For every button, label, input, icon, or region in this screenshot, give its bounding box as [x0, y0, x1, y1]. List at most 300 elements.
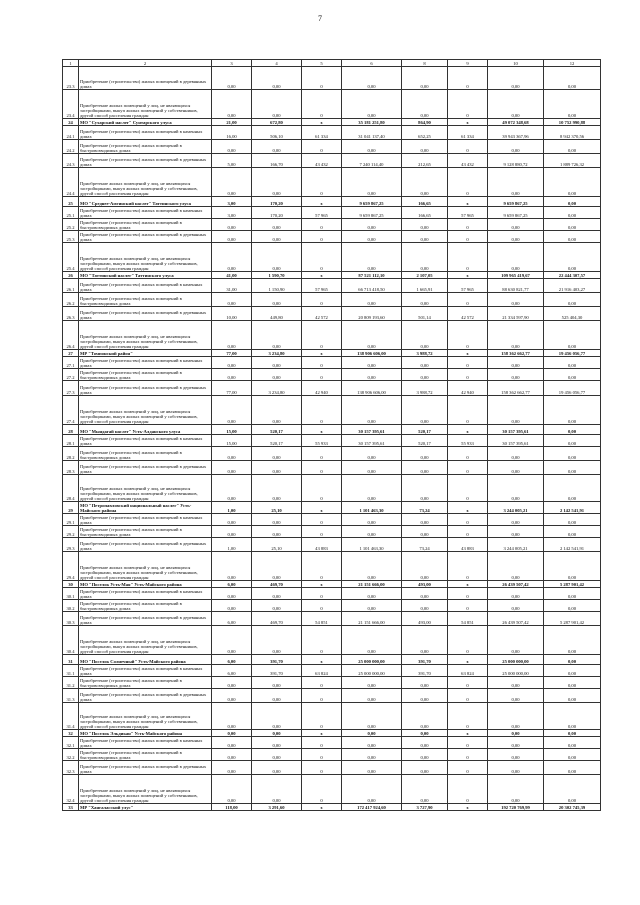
row-value: 0,00: [342, 775, 402, 804]
table-row: [63, 396, 601, 425]
row-value: 1,00: [212, 538, 252, 552]
row-value: 0,00: [402, 369, 448, 381]
row-value: 0,00: [342, 90, 402, 119]
row-value: 0: [302, 357, 342, 369]
row-value: x: [302, 119, 342, 126]
row-value: 0,00: [342, 475, 402, 502]
row-value: 0,00: [488, 677, 544, 689]
row-value: 0,00: [252, 140, 302, 154]
row-value: 0: [448, 140, 488, 154]
row-value: 2 107,05: [402, 272, 448, 279]
row-value: 22 444 307,57: [544, 272, 601, 279]
column-header: 2: [79, 60, 212, 67]
row-value: x: [448, 730, 488, 737]
row-value: 0,00: [252, 369, 302, 381]
row-value: 166,65: [402, 197, 448, 207]
row-value: 0: [302, 447, 342, 461]
row-value: 0,00: [402, 526, 448, 538]
row-number: 24.3: [63, 154, 79, 168]
table-row: [63, 626, 601, 655]
row-description: Приобретение (строительство) жилых помещений в каменных домах: [79, 435, 212, 447]
table-row: [63, 369, 601, 381]
table-row: [63, 90, 601, 119]
row-value: 0: [448, 737, 488, 749]
row-value: 25 000 000,00: [342, 655, 402, 665]
row-value: 35 181 251,80: [342, 119, 402, 126]
column-header: 6: [342, 60, 402, 67]
row-value: 0,00: [544, 369, 601, 381]
row-value: 0,00: [212, 90, 252, 119]
table-row: [63, 775, 601, 804]
row-value: 0,00: [212, 168, 252, 197]
row-value: x: [302, 730, 342, 737]
row-value: 0,00: [402, 67, 448, 90]
row-number: 24.2: [63, 140, 79, 154]
row-description: Приобретение (строительство) жилых помещений в каменных домах: [79, 126, 212, 140]
row-value: 7 240 114,40: [342, 154, 402, 168]
row-value: 3 244 005,21: [488, 502, 544, 514]
row-number: 27: [63, 350, 79, 357]
row-value: 0: [448, 689, 488, 703]
row-value: 0: [302, 140, 342, 154]
row-value: 0: [302, 761, 342, 775]
row-value: 0: [302, 369, 342, 381]
row-number: 23.3: [63, 67, 79, 90]
row-value: 520,17: [402, 435, 448, 447]
row-value: 0,00: [342, 588, 402, 600]
row-value: 26 439 507,42: [488, 612, 544, 626]
row-value: 0,00: [488, 689, 544, 703]
table-row: [63, 612, 601, 626]
row-value: 6,00: [212, 665, 252, 677]
row-value: 0: [448, 749, 488, 761]
table-row: [63, 665, 601, 677]
row-value: 391,70: [402, 665, 448, 677]
table-row: [63, 737, 601, 749]
row-value: 0,00: [402, 219, 448, 231]
row-value: 2 142 541,91: [544, 538, 601, 552]
row-value: 0,00: [544, 219, 601, 231]
row-value: 25 000 000,00: [488, 655, 544, 665]
row-number: 26.3: [63, 307, 79, 321]
row-number: 26.1: [63, 279, 79, 293]
row-value: 3 234,80: [252, 381, 302, 396]
row-number: 33: [63, 804, 79, 811]
row-value: 0,00: [252, 357, 302, 369]
row-value: 0,00: [212, 514, 252, 526]
row-description: Приобретение жилых помещений у лиц, не являющихся застройщиками, выкуп жилых помещений у собственников, другой способ расселения граждан: [79, 703, 212, 730]
row-description: Приобретение (строительство) жилых помещений в быстровозводимых домах: [79, 677, 212, 689]
row-value: 19 456 056,77: [544, 350, 601, 357]
row-value: 61 334: [302, 126, 342, 140]
row-value: 0,00: [252, 168, 302, 197]
row-value: 0,00: [544, 655, 601, 665]
row-value: 0: [302, 475, 342, 502]
row-value: 0: [302, 293, 342, 307]
row-value: 138 906 606,00: [342, 350, 402, 357]
row-value: x: [448, 425, 488, 435]
row-value: 0,00: [252, 321, 302, 350]
row-description: Приобретение жилых помещений у лиц, не являющихся застройщиками, выкуп жилых помещений у собственников, другой способ расселения граждан: [79, 775, 212, 804]
row-value: 0,00: [252, 626, 302, 655]
table-row: [63, 804, 601, 811]
table-row: [63, 243, 601, 272]
row-number: 25: [63, 197, 79, 207]
row-description: Приобретение (строительство) жилых помещений в быстровозводимых домах: [79, 600, 212, 612]
row-number: 29.4: [63, 552, 79, 581]
row-value: x: [302, 502, 342, 514]
row-value: 391,70: [252, 665, 302, 677]
row-description: Приобретение (строительство) жилых помещений в деревянных домах: [79, 67, 212, 90]
row-value: 42 940: [448, 381, 488, 396]
row-value: 0,00: [544, 626, 601, 655]
row-value: 0,00: [252, 461, 302, 475]
row-value: 166,65: [402, 207, 448, 219]
row-value: 0,00: [252, 588, 302, 600]
row-value: 0,00: [488, 526, 544, 538]
row-value: 118,00: [212, 804, 252, 811]
row-value: 0,00: [488, 730, 544, 737]
row-description: Приобретение (строительство) жилых помещений в каменных домах: [79, 514, 212, 526]
row-description: Приобретение (строительство) жилых помещений в быстровозводимых домах: [79, 369, 212, 381]
table-row: [63, 761, 601, 775]
row-value: 0: [448, 293, 488, 307]
row-value: 0,00: [342, 357, 402, 369]
row-number: 31.3: [63, 689, 79, 703]
row-value: 0,00: [402, 321, 448, 350]
row-value: 0,00: [252, 689, 302, 703]
row-value: 10,00: [212, 307, 252, 321]
row-value: 9 128 880,72: [488, 154, 544, 168]
row-value: 0,00: [402, 737, 448, 749]
row-value: 0,00: [488, 357, 544, 369]
table-row: [63, 475, 601, 502]
row-value: 0,00: [544, 730, 601, 737]
row-description: Приобретение (строительство) жилых помещений в каменных домах: [79, 588, 212, 600]
row-value: 864,90: [402, 119, 448, 126]
row-value: 493,00: [402, 612, 448, 626]
row-value: 0,00: [488, 67, 544, 90]
row-value: 31,00: [212, 279, 252, 293]
row-value: 0,00: [252, 526, 302, 538]
row-value: 0,00: [544, 677, 601, 689]
row-number: 29.2: [63, 526, 79, 538]
row-value: 0: [302, 552, 342, 581]
row-value: 0,00: [342, 677, 402, 689]
row-value: 61 334: [448, 126, 488, 140]
row-value: 0: [448, 703, 488, 730]
row-value: 0,00: [252, 677, 302, 689]
table-row: [63, 119, 601, 126]
row-value: 0: [448, 447, 488, 461]
table-row: [63, 514, 601, 526]
row-number: 29.1: [63, 514, 79, 526]
row-number: 23.4: [63, 90, 79, 119]
row-value: 0: [448, 168, 488, 197]
row-description: Приобретение жилых помещений у лиц, не являющихся застройщиками, выкуп жилых помещений у собственников, другой способ расселения граждан: [79, 321, 212, 350]
row-value: 3,00: [212, 197, 252, 207]
row-value: x: [448, 804, 488, 811]
row-value: 15,00: [212, 425, 252, 435]
row-value: 0,00: [212, 396, 252, 425]
row-value: x: [302, 581, 342, 588]
row-value: 0,00: [402, 447, 448, 461]
row-value: 0: [448, 243, 488, 272]
row-value: 0,00: [212, 761, 252, 775]
row-value: 0: [448, 526, 488, 538]
row-value: 0,00: [402, 749, 448, 761]
row-value: 0,00: [544, 207, 601, 219]
row-value: 391,70: [252, 655, 302, 665]
row-value: x: [448, 350, 488, 357]
row-description: Приобретение (строительство) жилых помещений в деревянных домах: [79, 689, 212, 703]
row-value: 469,70: [252, 581, 302, 588]
row-value: 30 157 395,61: [342, 425, 402, 435]
row-value: 0,00: [544, 600, 601, 612]
row-value: 43 883: [448, 538, 488, 552]
row-description: Приобретение (строительство) жилых помещений в деревянных домах: [79, 381, 212, 396]
row-value: 172 417 924,60: [342, 804, 402, 811]
row-number: 27.2: [63, 369, 79, 381]
row-number: 26: [63, 272, 79, 279]
row-value: 0,00: [342, 552, 402, 581]
row-value: 0: [448, 357, 488, 369]
row-value: 5,00: [212, 154, 252, 168]
row-value: 0,00: [212, 231, 252, 243]
row-value: 31 041 137,40: [342, 126, 402, 140]
row-value: 0,00: [402, 730, 448, 737]
row-value: 170,20: [252, 207, 302, 219]
row-value: 1 590,70: [252, 272, 302, 279]
row-value: 158 362 662,77: [488, 350, 544, 357]
row-value: 525 404,30: [544, 307, 601, 321]
row-value: 0: [302, 514, 342, 526]
row-value: 77,00: [212, 381, 252, 396]
row-value: 138 906 606,00: [342, 381, 402, 396]
row-description: Приобретение жилых помещений у лиц, не являющихся застройщиками, выкуп жилых помещений у собственников, другой способ расселения граждан: [79, 396, 212, 425]
row-value: 0,00: [212, 475, 252, 502]
row-number: 32.4: [63, 775, 79, 804]
table-row: [63, 272, 601, 279]
row-value: 0,00: [544, 447, 601, 461]
row-value: 3 244 005,21: [488, 538, 544, 552]
row-value: 0,00: [212, 140, 252, 154]
row-value: 0: [302, 243, 342, 272]
row-value: 0,00: [488, 749, 544, 761]
row-value: 0,00: [544, 231, 601, 243]
row-number: 24: [63, 119, 79, 126]
table-row: [63, 197, 601, 207]
row-value: 0,00: [402, 775, 448, 804]
row-value: 0,00: [544, 703, 601, 730]
row-description: МО "Мындагай наслег" Усть-Алданского улуса: [79, 425, 212, 435]
row-value: 0,00: [544, 321, 601, 350]
row-value: 0,00: [488, 369, 544, 381]
row-value: 212,65: [402, 154, 448, 168]
row-value: 0,00: [488, 90, 544, 119]
row-value: 0: [448, 600, 488, 612]
table-body: [63, 60, 601, 811]
row-value: 55 933: [302, 435, 342, 447]
row-value: 0,00: [488, 600, 544, 612]
row-value: 9 659 867,25: [342, 207, 402, 219]
table-row: [63, 447, 601, 461]
row-value: 0: [448, 626, 488, 655]
row-value: 166,70: [252, 154, 302, 168]
row-value: 0,00: [488, 447, 544, 461]
row-value: 30 157 395,61: [488, 425, 544, 435]
row-value: 0,00: [252, 293, 302, 307]
row-value: 0: [448, 321, 488, 350]
table-row: [63, 600, 601, 612]
table-row: [63, 655, 601, 665]
row-value: 66 713 418,50: [342, 279, 402, 293]
row-value: x: [302, 350, 342, 357]
row-value: 0,00: [544, 689, 601, 703]
table-row: [63, 461, 601, 475]
row-value: 0: [302, 677, 342, 689]
row-value: 0,00: [544, 475, 601, 502]
row-value: 0,00: [402, 396, 448, 425]
row-description: Приобретение (строительство) жилых помещений в деревянных домах: [79, 461, 212, 475]
table-row: [63, 526, 601, 538]
row-value: 0,00: [342, 626, 402, 655]
column-header: 1: [63, 60, 79, 67]
row-value: 0,00: [342, 737, 402, 749]
row-value: 0: [302, 626, 342, 655]
row-value: 54 851: [448, 612, 488, 626]
row-value: 0,00: [544, 588, 601, 600]
table-row: [63, 588, 601, 600]
row-number: 30.4: [63, 626, 79, 655]
table-row: [63, 293, 601, 307]
row-value: 5 287 901,42: [544, 581, 601, 588]
row-value: 43 883: [302, 538, 342, 552]
row-number: 31.1: [63, 665, 79, 677]
table-row: [63, 219, 601, 231]
row-value: 0,00: [212, 749, 252, 761]
row-value: 87 521 112,10: [342, 272, 402, 279]
table-row: [63, 677, 601, 689]
row-value: 0,00: [212, 588, 252, 600]
row-description: Приобретение (строительство) жилых помещений в каменных домах: [79, 207, 212, 219]
row-value: 0: [302, 231, 342, 243]
row-value: 0,00: [212, 677, 252, 689]
row-value: 43 432: [302, 154, 342, 168]
row-value: 0,00: [402, 552, 448, 581]
row-value: 21 916 403,27: [544, 279, 601, 293]
row-value: 3 988,72: [402, 381, 448, 396]
row-description: Приобретение (строительство) жилых помещений в каменных домах: [79, 279, 212, 293]
row-value: 0,00: [252, 219, 302, 231]
row-value: 0,00: [342, 600, 402, 612]
row-value: 0: [302, 588, 342, 600]
row-value: 0,00: [544, 737, 601, 749]
row-value: 0,00: [544, 761, 601, 775]
row-value: 0,00: [544, 665, 601, 677]
table-row: [63, 749, 601, 761]
row-value: 0,00: [544, 461, 601, 475]
row-description: Приобретение жилых помещений у лиц, не являющихся застройщиками, выкуп жилых помещений у собственников, другой способ расселения граждан: [79, 552, 212, 581]
row-value: 0,00: [342, 749, 402, 761]
row-value: 0,00: [544, 749, 601, 761]
row-value: 8 942 370,56: [544, 126, 601, 140]
row-value: 42 572: [448, 307, 488, 321]
row-description: Приобретение (строительство) жилых помещений в каменных домах: [79, 737, 212, 749]
row-value: 0,00: [342, 761, 402, 775]
row-description: Приобретение жилых помещений у лиц, не являющихся застройщиками, выкуп жилых помещений у собственников, другой способ расселения граждан: [79, 626, 212, 655]
row-value: 3,00: [212, 207, 252, 219]
row-value: 0,00: [252, 231, 302, 243]
row-value: 0,00: [402, 677, 448, 689]
row-description: Приобретение жилых помещений у лиц, не являющихся застройщиками, выкуп жилых помещений у собственников, другой способ расселения граждан: [79, 168, 212, 197]
row-value: 6,00: [212, 581, 252, 588]
row-value: 0: [302, 749, 342, 761]
row-value: 158 362 662,77: [488, 381, 544, 396]
row-value: 0,00: [402, 588, 448, 600]
row-value: 0,00: [252, 600, 302, 612]
row-value: 0,00: [342, 140, 402, 154]
row-value: 0,00: [402, 761, 448, 775]
row-value: 0: [302, 775, 342, 804]
row-description: Приобретение (строительство) жилых помещений в деревянных домах: [79, 761, 212, 775]
row-description: Приобретение жилых помещений у лиц, не являющихся застройщиками, выкуп жилых помещений у собственников, другой способ расселения граждан: [79, 90, 212, 119]
row-value: 0,00: [488, 243, 544, 272]
row-value: 0,00: [544, 425, 601, 435]
row-value: 0,00: [544, 293, 601, 307]
row-value: 0,00: [488, 626, 544, 655]
row-number: 28.3: [63, 461, 79, 475]
row-number: 30.3: [63, 612, 79, 626]
row-value: 0,00: [212, 775, 252, 804]
row-value: 9 659 867,25: [488, 197, 544, 207]
row-value: 0: [302, 737, 342, 749]
row-value: 0,00: [342, 461, 402, 475]
row-number: 28.1: [63, 435, 79, 447]
row-value: 0,00: [402, 600, 448, 612]
row-value: 0: [302, 67, 342, 90]
row-description: Приобретение (строительство) жилых помещений в быстровозводимых домах: [79, 749, 212, 761]
row-number: 25.1: [63, 207, 79, 219]
table-row: [63, 730, 601, 737]
row-value: 0,00: [212, 461, 252, 475]
row-value: 0,00: [212, 526, 252, 538]
row-number: 32.3: [63, 761, 79, 775]
resettlement-table: [62, 59, 601, 811]
table-row: [63, 279, 601, 293]
row-number: 24.1: [63, 126, 79, 140]
row-value: 0,00: [488, 321, 544, 350]
row-value: 21 151 666,00: [342, 581, 402, 588]
row-value: x: [448, 581, 488, 588]
row-value: 0,00: [488, 514, 544, 526]
row-value: 0: [302, 219, 342, 231]
row-number: 32.1: [63, 737, 79, 749]
row-value: 469,70: [252, 612, 302, 626]
table-row: [63, 126, 601, 140]
row-value: 0,00: [252, 775, 302, 804]
row-number: 29.3: [63, 538, 79, 552]
row-value: 0,00: [342, 526, 402, 538]
row-value: 6,00: [212, 655, 252, 665]
row-value: 77,00: [212, 350, 252, 357]
row-value: 0,00: [488, 737, 544, 749]
table-row: [63, 207, 601, 219]
row-value: 73,24: [402, 538, 448, 552]
row-value: 0,00: [252, 514, 302, 526]
row-value: 10 752 990,88: [544, 119, 601, 126]
table-row: [63, 140, 601, 154]
